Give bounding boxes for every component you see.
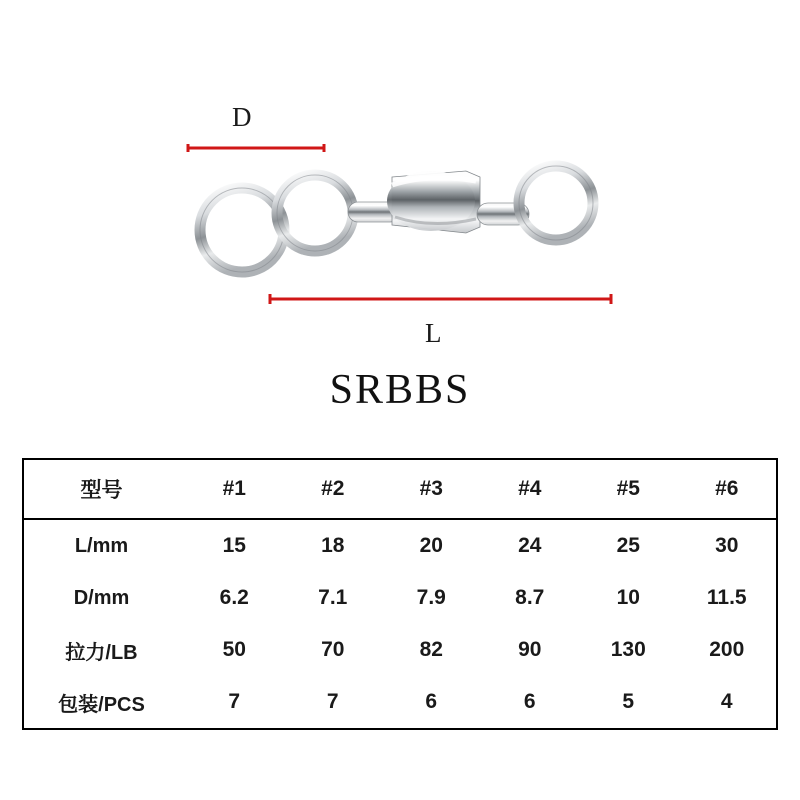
dimension-arrow-d bbox=[186, 140, 326, 150]
table-header-cell: #6 bbox=[715, 477, 739, 500]
table-cell: 82 bbox=[419, 638, 443, 661]
dimension-label-l: L bbox=[425, 318, 443, 348]
table-row-label: D/mm bbox=[73, 586, 130, 609]
table-header-model: 型号 bbox=[80, 479, 123, 502]
table-cell: 20 bbox=[419, 534, 443, 557]
table-cell: 50 bbox=[222, 638, 246, 661]
table-cell: 130 bbox=[610, 638, 646, 661]
table-cell: 5 bbox=[622, 690, 635, 713]
table-header-cell: #1 bbox=[222, 477, 246, 500]
table-row bbox=[24, 624, 776, 676]
table-row-label: L/mm bbox=[74, 534, 129, 557]
table-cell: 6.2 bbox=[219, 586, 249, 609]
product-name: SRBBS bbox=[329, 367, 471, 413]
table-cell: 8.7 bbox=[515, 586, 545, 609]
table-cell: 6 bbox=[425, 690, 438, 713]
table-row-label: 拉力/LB bbox=[65, 641, 138, 664]
table-cell: 7 bbox=[326, 690, 339, 713]
table-cell: 15 bbox=[222, 534, 246, 557]
table-cell: 200 bbox=[709, 638, 745, 661]
swivel-illustration bbox=[180, 155, 610, 285]
table-cell: 70 bbox=[321, 638, 345, 661]
table-cell: 90 bbox=[518, 638, 542, 661]
table-cell: 18 bbox=[321, 534, 345, 557]
dimension-arrow-l bbox=[268, 292, 613, 304]
table-row bbox=[24, 572, 776, 624]
table-cell: 7 bbox=[228, 690, 241, 713]
dimension-label-d: D bbox=[232, 102, 253, 132]
table-header-cell: #2 bbox=[321, 477, 345, 500]
table-row bbox=[24, 519, 776, 572]
spec-table bbox=[22, 458, 778, 730]
table-cell: 4 bbox=[720, 690, 733, 713]
table-cell: 11.5 bbox=[706, 586, 747, 609]
table-cell: 6 bbox=[523, 690, 536, 713]
table-cell: 10 bbox=[616, 586, 640, 609]
table-cell: 24 bbox=[518, 534, 542, 557]
table-cell: 25 bbox=[616, 534, 640, 557]
table-header-row bbox=[24, 460, 776, 519]
table-cell: 7.1 bbox=[318, 586, 348, 609]
table-header-cell: #3 bbox=[419, 477, 443, 500]
table-header-cell: #5 bbox=[616, 477, 640, 500]
table-header-cell: #4 bbox=[518, 477, 542, 500]
table-cell: 30 bbox=[715, 534, 739, 557]
table-cell: 7.9 bbox=[416, 586, 446, 609]
table-row bbox=[24, 676, 776, 728]
table-row-label: 包装/PCS bbox=[58, 693, 145, 716]
